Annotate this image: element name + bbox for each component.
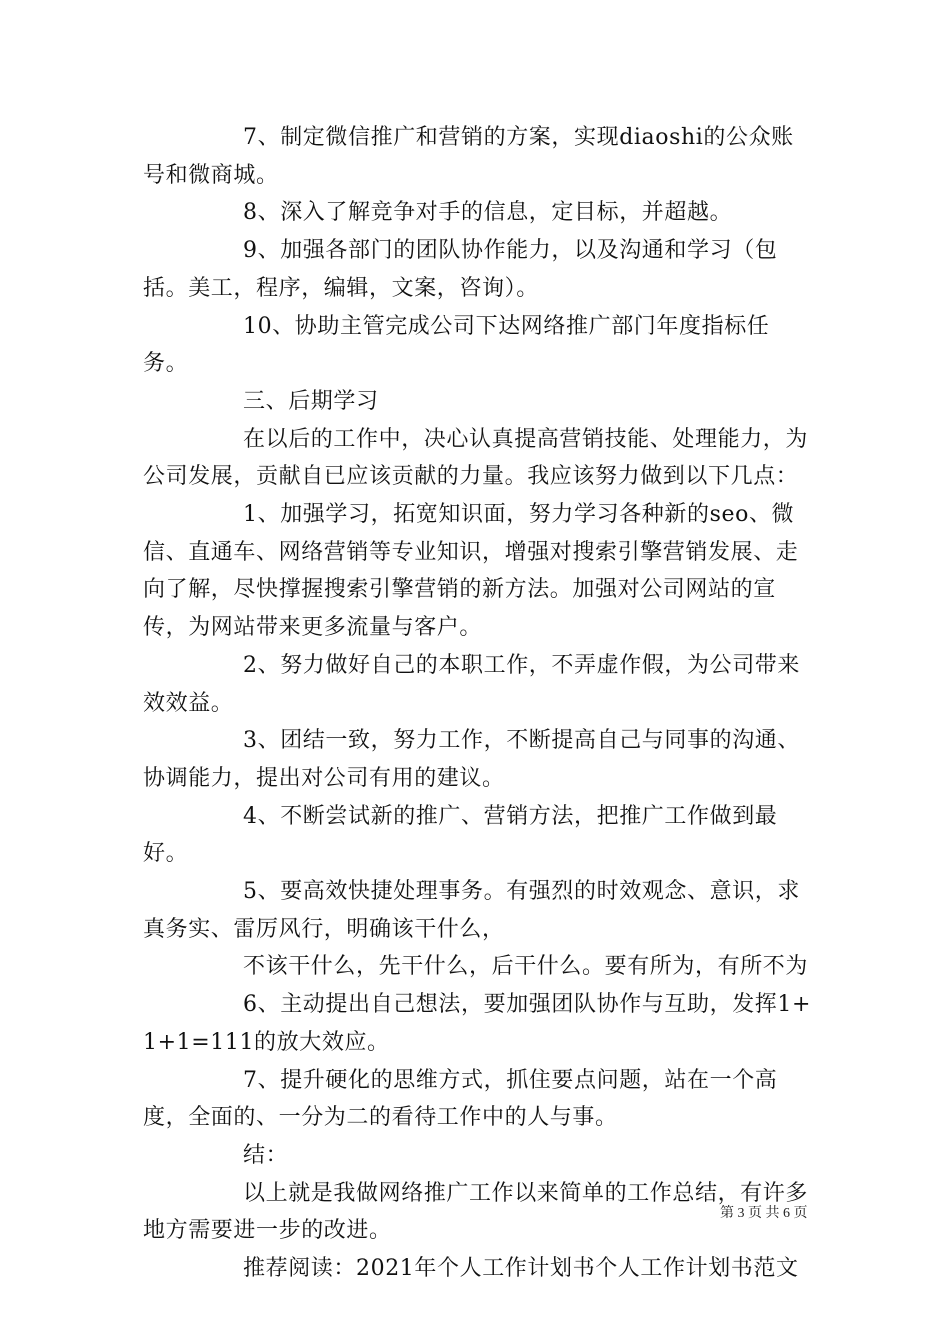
paragraph-later-study-intro: 在以后的工作中，决心认真提高营销技能、处理能力，为公司发展，贡献自已应该贡献的力量。我应该努力做到以下几点： [143,426,809,490]
recommended-reading: 推荐阅读：2021年个人工作计划书个人工作计划书范文 [243,1256,799,1282]
paragraph-conclusion: 以上就是我做网络推广工作以来简单的工作总结，有许多地方需要进一步的改进。 [143,1180,809,1244]
paragraph-point-1-learning: 1、加强学习，拓宽知识面，努力学习各种新的seo、微信、直通车、网络营销等专业知识，增强对搜索引擎营销发展、走向了解，尽快撑握搜索引擎营销的新方法。加强对公司网站的宣传，为网站带来更多流量与客户。 [143,502,799,641]
paragraph-point-7-thinking: 7、提升硬化的思维方式，抓住要点问题，站在一个高度，全面的、一分为二的看待工作中的人与事。 [143,1067,778,1131]
paragraph-point-2-duty: 2、努力做好自己的本职工作，不弄虚作假，为公司带来效效益。 [143,652,800,716]
paragraph-point-6-initiative: 6、主动提出自己想法，要加强团队协作与互助，发挥1+1+1=111的放大效应。 [143,992,812,1055]
paragraph-item-9-teamwork: 9、加强各部门的团队协作能力，以及沟通和学习（包括。美工，程序，编辑，文案，咨询）。 [143,238,778,301]
section-heading-later-study: 三、后期学习 [243,388,379,414]
section-heading-conclusion: 结： [243,1142,289,1168]
paragraph-point-4-methods: 4、不断尝试新的推广、营销方法，把推广工作做到最好。 [143,803,778,867]
paragraph-point-5-continued: 不该干什么，先干什么，后干什么。要有所为，有所不为 [243,954,809,980]
page-number: 第 3 页 共 6 页 [720,1206,808,1221]
document-body [143,119,813,1288]
paragraph-point-5-efficiency: 5、要高效快捷处理事务。有强烈的时效观念、意识，求真务实、雷厉风行，明确该干什么， [143,879,800,942]
paragraph-item-8-competitors: 8、深入了解竞争对手的信息，定目标，并超越。 [243,200,733,226]
paragraph-item-7-wechat: 7、制定微信推广和营销的方案，实现diaoshi的公众账号和微商城。 [143,125,794,188]
paragraph-item-10-targets: 10、协助主管完成公司下达网络推广部门年度指标任务。 [143,313,770,377]
paragraph-point-3-unity: 3、团结一致，努力工作，不断提高自己与同事的沟通、协调能力，提出对公司有用的建议。 [143,728,800,791]
